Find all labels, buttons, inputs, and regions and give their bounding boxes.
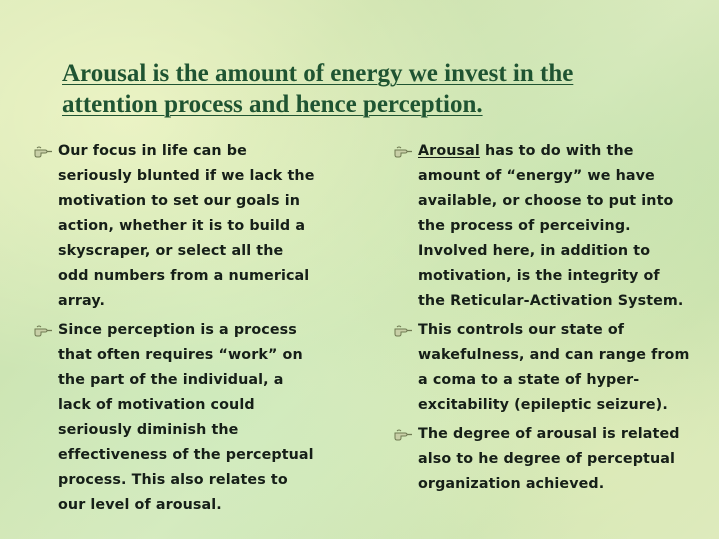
bullet-line: This controls our state of <box>418 322 625 338</box>
bullet-line: available, or choose to put into <box>418 193 674 209</box>
bullet-line: the Reticular-Activation System. <box>418 293 684 309</box>
pointing-hand-icon <box>394 145 414 159</box>
pointing-hand-icon <box>34 145 54 159</box>
bullet-line: The degree of arousal is related <box>418 426 680 442</box>
bullet-line: process. This also relates to <box>58 472 288 488</box>
bullet-line: the process of perceiving. <box>418 218 631 234</box>
bullet-line: action, whether it is to build a <box>58 218 306 234</box>
bullet-line: skyscraper, or select all the <box>58 243 284 259</box>
bullet-line <box>418 139 714 164</box>
bullet-line: a coma to a state of hyper- <box>418 372 640 388</box>
bullet-line: excitability (epileptic seizure). <box>418 397 668 413</box>
slide-title-line-1: Arousal is the amount of energy we invest in the <box>62 60 574 87</box>
slide-title-line-2: attention process and hence perception. <box>62 91 483 118</box>
bullet-text <box>58 318 344 518</box>
pointing-hand-icon <box>34 324 54 338</box>
bullet-line: also to he degree of perceptual <box>418 451 675 467</box>
bullet-item-arousal <box>394 139 714 314</box>
bullet-text <box>418 318 714 418</box>
bullet-line: amount of “energy” we have <box>418 168 655 184</box>
bullet-line: wakefulness, and can range from <box>418 347 690 363</box>
bullet-line: lack of motivation could <box>58 397 255 413</box>
slide-title <box>62 58 662 120</box>
bullet-item-degree <box>394 422 714 497</box>
bullet-text <box>58 139 344 314</box>
bullet-line: organization achieved. <box>418 476 605 492</box>
bullet-line: Involved here, in addition to <box>418 243 651 259</box>
bullet-line: seriously blunted if we lack the <box>58 168 315 184</box>
bullet-item-perception <box>34 318 344 518</box>
bullet-text <box>418 139 714 314</box>
bullet-line: effectiveness of the perceptual <box>58 447 314 463</box>
bullet-line: Our focus in life can be <box>58 143 247 159</box>
right-column <box>394 139 714 501</box>
bullet-line-rest: has to do with the <box>479 143 634 159</box>
bullet-item-focus <box>34 139 344 314</box>
bullet-line: seriously diminish the <box>58 422 239 438</box>
bullet-line: array. <box>58 293 105 309</box>
bullet-text <box>418 422 714 497</box>
bullet-line: motivation to set our goals in <box>58 193 300 209</box>
bullet-line: odd numbers from a numerical <box>58 268 310 284</box>
pointing-hand-icon <box>394 324 414 338</box>
bullet-line: Since perception is a process <box>58 322 297 338</box>
bullet-line: that often requires “work” on <box>58 347 303 363</box>
pointing-hand-icon <box>394 428 414 442</box>
bullet-item-wakefulness <box>394 318 714 418</box>
bullet-line: the part of the individual, a <box>58 372 284 388</box>
left-column <box>34 139 344 522</box>
bullet-line: our level of arousal. <box>58 497 222 513</box>
bullet-line: motivation, is the integrity of <box>418 268 660 284</box>
underlined-term: Arousal <box>418 143 480 159</box>
